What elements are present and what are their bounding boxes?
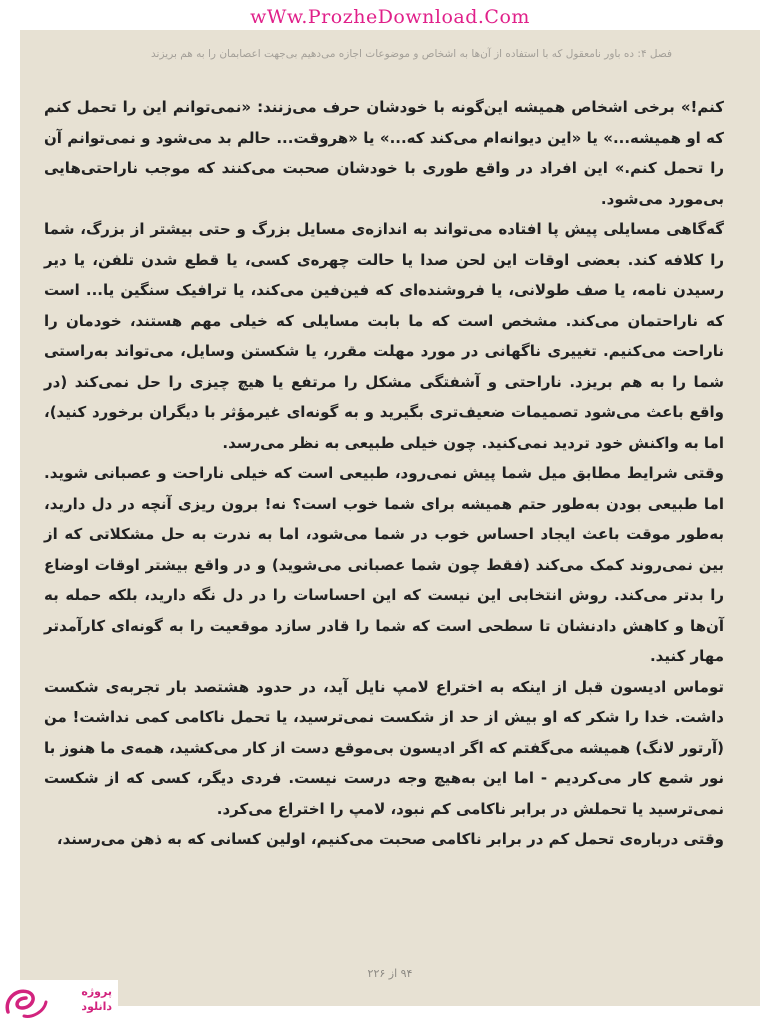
logo-swirl-icon bbox=[2, 982, 50, 1022]
paragraph: وقتی شرایط مطابق میل شما پیش نمی‌رود، طبیعی است که خیلی ناراحت و عصبانی شوید. اما طبیعی بودن به‌طور حتم همیشه برای شما خوب است؟ نه! برون ریزی آنچه در دل دارید، به‌طور موقت باعث ایجاد احساس خوب در شما می‌شود، اما به ندرت به حل مشکلاتی که از بین نمی‌روند کمک می‌کند (فقط چون شما عصبانی می‌شوید) و در واقع بیشتر اوقات اوضاع را بدتر می‌کند. روش انتخابی این نیست که این احساسات را در دل نگه دارید، بلکه حمله به آن‌ها و کاهش دادنشان تا سطحی است که شما را قادر سازد موقعیت را به گونه‌ای کارآمدتر مهار کنید. bbox=[44, 464, 724, 665]
logo-line-2: دانلود bbox=[81, 1000, 112, 1013]
book-page bbox=[20, 30, 760, 1006]
logo-line-1: پروژه bbox=[81, 985, 112, 998]
paragraph: گه‌گاهی مسایلی پیش پا افتاده می‌تواند به اندازه‌ی مسایل بزرگ و حتی بیشتر از بزرگ، شما را کلافه کند. بعضی اوقات این لحن صدا یا حالت چهره‌ی کسی، یا قطع شدن تلفن، یا دیر رسیدن نامه، یا صف طولانی، یا فروشنده‌ای که فین‌فین می‌کند، یا ترافیک سنگین یا... است که ناراحتمان می‌کند. مشخص است که ما بابت مسایلی که خیلی مهم هستند، خودمان را ناراحت می‌کنیم. تغییری ناگهانی در مورد مهلت مقرر، یا شکستن وسایل، می‌تواند به‌راستی شما را به هم بریزد. ناراحتی و آشفتگی مشکل را مرتفع یا هیچ چیزی را حل نمی‌کند (در واقع باعث می‌شود تصمیمات ضعیف‌تری بگیرید و به گونه‌ای غیرمؤثر با دیگران برخورد کنید)، اما به واکنش خود تردید نمی‌کنید. چون خیلی طبیعی به نظر می‌رسد. bbox=[44, 220, 724, 452]
prozhe-download-logo bbox=[0, 980, 118, 1024]
page-number: ۹۴ از ۲۲۶ bbox=[367, 967, 413, 980]
chapter-header: فصل ۴: ده باور نامعقول که با استفاده از آن‌ها به اشخاص و موضوعات اجازه می‌دهیم بی‌جهت اعصابمان را به هم بریزند bbox=[151, 48, 672, 60]
page-body bbox=[44, 92, 724, 855]
watermark-text: wWw.ProzheDownload.Com bbox=[250, 6, 530, 28]
paragraph: وقتی درباره‌ی تحمل کم در برابر ناکامی صحبت می‌کنیم، اولین کسانی که به ذهن می‌رسند، bbox=[56, 830, 724, 848]
paragraph: توماس ادیسون قبل از اینکه به اختراع لامپ نایل آید، در حدود هشتصد بار تجربه‌ی شکست داشت. خدا را شکر که او بیش از حد از شکست نمی‌ترسید، یا تحمل ناکامی کمی نداشت! من (آرتور لانگ) همیشه می‌گفتم که اگر ادیسون بی‌موقع دست از کار می‌کشید، همه‌ی ما هنوز با نور شمع کار می‌کردیم - اما این به‌هیچ وجه درست نیست. فردی دیگر، کسی که از شکست نمی‌ترسید یا تحملش در برابر ناکامی کم نبود، لامپ را اختراع می‌کرد. bbox=[44, 677, 724, 818]
paragraph: کنم!» برخی اشخاص همیشه این‌گونه با خودشان حرف می‌زنند: «نمی‌توانم این را تحمل کنم که او همیشه...» یا «این دیوانه‌ام می‌کند که...» یا «هروقت... حالم بد می‌شود و نمی‌توانم آن را تحمل کنم.» این افراد در واقع طوری با خودشان صحبت می‌کنند که موجب ناراحتی‌هایی بی‌مورد می‌شود. bbox=[44, 98, 724, 208]
logo-text bbox=[46, 984, 112, 1014]
